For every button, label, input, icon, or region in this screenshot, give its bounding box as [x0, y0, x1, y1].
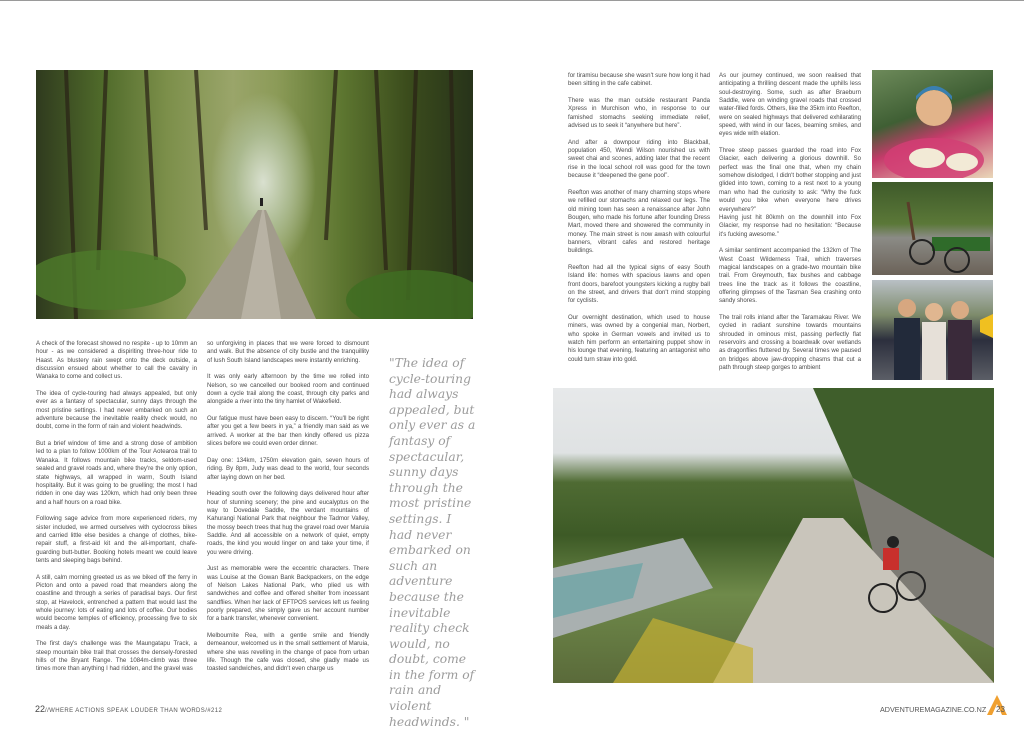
bikes-illustration: [872, 182, 993, 275]
three-cyclists-photo: [872, 280, 993, 380]
paragraph: A similar sentiment accompanied the 132km of The West Coast Wilderness Trail, which traverses magical landscapes on a grade-two mountain bike trail. From Greymouth, flax bushes and cabbage trees line the track as it follows the coastline, offering glimpses of the Tasman Sea crashing onto sandy shores.: [719, 247, 861, 305]
paragraph: Reefton had all the typical signs of easy South Island life: homes with spacious lawns and open front doors, barefoot youngsters kicking a rugby ball on the street, and drivers that don't mind stopping for cyclists.: [568, 263, 710, 305]
paragraph: Day one: 134km, 1750m elevation gain, seven hours of riding. By 8pm, Judy was dead to the world, four seconds after laying down on her bed.: [207, 456, 369, 481]
footer-left: [35, 704, 222, 714]
paragraph: Following sage advice from more experienced riders, my sister included, we armed ourselves with cyclocross bikes and carried little else besides a change of clothes, bike-repair stuff, a first-aid kit and the all-important, chafe-guarding butt-butter. Booking hotels meant we could leave tents and sleeping bags behind.: [36, 515, 197, 564]
page-number-right: 23: [996, 705, 1005, 714]
forest-trail-photo: [36, 70, 473, 319]
paragraph: for tiramisu because she wasn't sure how long it had been sitting in the cafe cabinet.: [568, 72, 710, 88]
paragraph: so unforgiving in places that we were forced to dismount and walk. But the absence of city bustle and the tranquillity of lush South Island landscapes were instantly enriching.: [207, 340, 369, 364]
website-footer: ADVENTUREMAGAZINE.CO.NZ: [880, 705, 987, 714]
page-number-left: 22: [35, 704, 46, 714]
gorge-road-illustration: [553, 388, 994, 683]
paragraph: Having just hit 80kmh on the downhill into Fox Glacier, my response had no hesitation: “Because it's fucking awesome.”: [719, 213, 861, 238]
paragraph: But a brief window of time and a strong dose of ambition led to a plan to follow 1000km of the Tour Aotearoa trail to Wanaka. It follows mountain bike tracks, seldom-used sealed and gravel roads and, where they're the only option, state highways, all wrapped in warm, South Island hospitality. But it was going to be gruelling; the most I had ridden in one day was 120km, which had only been three and a half hours on a road bike.: [36, 440, 197, 506]
three-people-illustration: [872, 280, 993, 380]
paragraph: A check of the forecast showed no respite - up to 10mm an hour - as we considered a dispiriting three-hour ride to Haast. As blustery rain swept onto the deck outside, a discussion ensued about whether to call the cavalry in Wanaka to come and collect us.: [36, 340, 197, 381]
paragraph: Our fatigue must have been easy to discern. “You'll be right after you get a few beers in ya,” a friendly man said as we arrived. A worker at the bar then kindly offered us pizza slices before we could even order dinner.: [207, 415, 369, 448]
paragraph: And after a downpour riding into Blackball, population 450, Wendi Wilson nourished us with sweet chai and scones, adding later that the recent rise in the local school roll was good for the town because it “deepened the gene pool”.: [568, 138, 710, 180]
article-column-2: [207, 340, 369, 682]
paragraph: The idea of cycle-touring had always appealed, but only ever as a fantasy of spectacular, sunny days through the most pristine settings. I had never embarked on such an adventure because the inevitable reality check would, no doubt, come in the form of rain and violent headwinds.: [36, 390, 197, 431]
bikes-at-sign-photo: [872, 182, 993, 275]
paragraph: Our overnight destination, which used to house miners, was owned by a congenial man, Norbert, who spoke in German vowels and invited us to watch him perform an entertaining puppet show in his lounge that evening, featuring an antagonist who could turn straw into gold.: [568, 313, 710, 363]
paragraph: Just as memorable were the eccentric characters. There was Louise at the Gowan Bank Backpackers, on the edge of Nelson Lakes National Park, who plied us with sandwiches and coffee and offered shelter from incessant sandflies. When her lack of EFTPOS services left us feeling poorly prepared, she simply gave us her account number for a bank transfer, whenever convenient.: [207, 565, 369, 623]
cyclist-with-food-photo: [872, 70, 993, 178]
paragraph: Melbournite Rea, with a gentle smile and friendly demeanour, welcomed us in the small settlement of Maruia, where she was revelling in the change of pace from urban life. Though the cafe was closed, she gladly made us toasted sandwiches, and didn't even charge us: [207, 632, 369, 673]
gorge-road-cyclist-photo: [553, 388, 994, 683]
paragraph: Heading south over the following days delivered hour after hour of stunning scenery; the pine and eucalyptus on the way to Dovedale Saddle, the verdant mountains of Kahurangi National Park that neighbour the Tadmor Valley, the mossy beech trees that hug the gravel road over Maruia Saddle. And all accessible on a network of quiet, empty roads, the kind you would linger on and take your time, if you were driving.: [207, 490, 369, 556]
paragraph: It was only early afternoon by the time we rolled into Nelson, so we cancelled our booked room and continued down a cycle trail along the coast, through city parks and alongside a river into the tiny hamlet of Wakefield.: [207, 373, 369, 406]
running-head: //WHERE ACTIONS SPEAK LOUDER THAN WORDS/#212: [45, 708, 223, 714]
article-column-1: [36, 340, 197, 682]
article-column-3: [568, 72, 710, 372]
paragraph: Three steep passes guarded the road into Fox Glacier, each delivering a glorious downhill. So perfect was the final one that, when my chain somehow dislodged, I didn't bother stopping and just glided into town, coming to a rest next to a young man who had the curiosity to ask: “Why the fuck would you bike when everyone here drives everywhere?”: [719, 147, 861, 213]
pull-quote: "The idea of cycle-touring had always appealed, but only ever as a fantasy of spectacular, sunny days through the most pristine settings. I had never embarked on such an adventure because the inevitable reality check would, no doubt, come in the form of rain and violent headwinds. ": [389, 356, 476, 729]
paragraph: As our journey continued, we soon realised that anticipating a thrilling descent made the uphills less soul-destroying. Some, such as after Braeburn Saddle, were on winding gravel roads that crossed water-filled fords. Others, like the 35km into Reefton, were on sealed highways that delivered exhilarating speed, with wind in our faces, beaming smiles, and eyes wide with elation.: [719, 72, 861, 138]
forest-trail-illustration: [36, 70, 473, 319]
paragraph: A still, calm morning greeted us as we biked off the ferry in Picton and onto a paved road that meanders along the coastline and through a series of paradisal bays. Our first stop, at Havelock, entrenched a pattern that would last the whole journey: lots of eating and lots of coffee. Our bodies would become temples of efficiency, processing five to six meals a day.: [36, 573, 197, 631]
page-top-border: [0, 0, 1024, 1]
paragraph: The trail rolls inland after the Taramakau River. We cycled in radiant sunshine towards mountains shrouded in ominous mist, passing perfectly flat reservoirs and crossing a boardwalk over wetlands as dragonflies fluttered by. Several times we paused on bridges above jaw-dropping chasms that cut a path through steep gorges to ambient: [719, 313, 861, 372]
paragraph: Reefton was another of many charming stops where we refilled our stomachs and relaxed our legs. The old mining town has seen a renaissance after John Bougen, who made his fortune after founding Dress Mart, moved there and showered the community in money. The main street is now awash with colourful banners, vibrant cafes and restored heritage buildings.: [568, 188, 710, 255]
article-column-4: [719, 72, 861, 381]
cyclist-portrait-illustration: [872, 70, 993, 178]
paragraph: There was the man outside restaurant Panda Xpress in Murchison who, in response to our famished stomachs seeking immediate relief, advised us to seek it “anywhere but here”.: [568, 97, 710, 130]
paragraph: The first day's challenge was the Maungatapu Track, a steep mountain bike trail that crosses the densely-forested hills of the Bryant Range. The 1084m-climb was three times more than anything I had ridden, and the gravel was: [36, 640, 197, 673]
